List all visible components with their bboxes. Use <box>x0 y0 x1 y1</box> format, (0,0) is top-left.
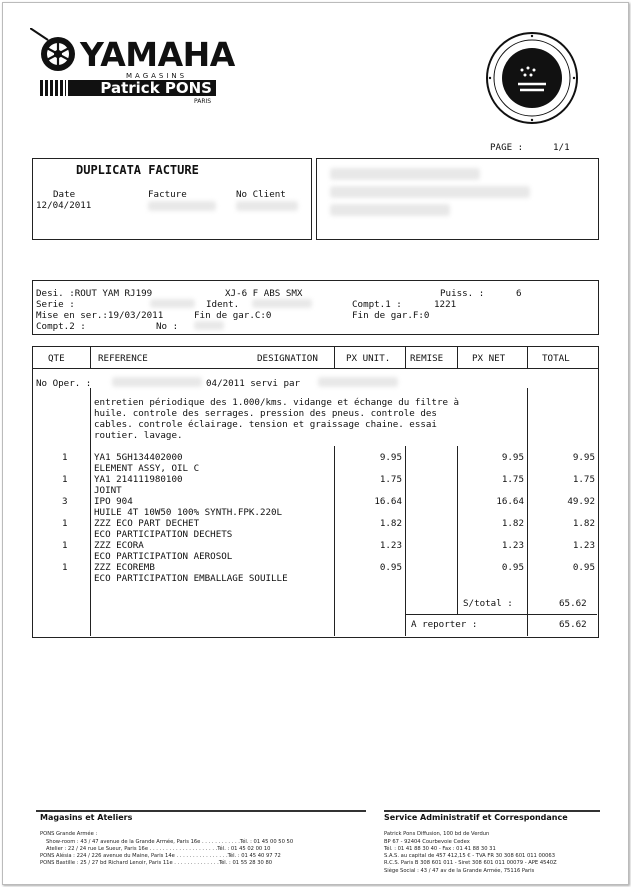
item-net-price: 9.95 <box>501 452 524 463</box>
item-total: 1.82 <box>572 518 595 529</box>
footer-right-line: BP 67 - 92404 Courbevoie Cedex <box>384 838 470 845</box>
item-total: 49.92 <box>567 496 595 507</box>
footer-right-line: Siège Social : 43 / 47 av de la Grande Armée, 75116 Paris <box>384 867 535 874</box>
facture-label: Facture <box>148 189 187 200</box>
col-sep-desig <box>334 346 335 369</box>
footer-left-line: PONS Grande Armée : <box>40 831 98 838</box>
table-header-rule <box>32 368 598 369</box>
col-header-desig: DESIGNATION <box>257 353 318 364</box>
puiss-label: Puiss. : <box>440 288 485 299</box>
compt1-value: 1221 <box>434 299 457 310</box>
brand-city: PARIS <box>194 98 212 105</box>
footer-left-line: Atelier : 22 / 24 rue Le Sueur, Paris 16e . . . . . . . . . . . . . . . . . . . . .Tél. : 01 45 02 00 10 <box>46 845 271 852</box>
col-sep-pxunit <box>405 346 406 369</box>
brand-name: YAMAHA <box>80 35 235 74</box>
vehicle-model: XJ-6 F ABS SMX <box>225 288 303 299</box>
compt1-label: Compt.1 : <box>352 299 402 310</box>
item-qte: 1 <box>62 474 68 485</box>
page-number: 1/1 <box>553 142 570 153</box>
yamaha-pons-logo <box>38 32 235 112</box>
col-header-total: TOTAL <box>542 353 570 364</box>
item-unit-price: 1.23 <box>379 540 402 551</box>
invoice-date: 12/04/2011 <box>36 200 92 211</box>
brand-magasins: MAGASINS <box>126 72 188 80</box>
report-value: 65.62 <box>559 619 587 630</box>
redacted-address-3 <box>330 204 450 216</box>
client-label: No Client <box>236 189 286 200</box>
item-reference: YA1 5GH134402000 <box>94 452 183 463</box>
col-header-qte: QTE <box>48 353 65 364</box>
stotal-value: 65.62 <box>559 598 587 609</box>
item-net-price: 1.23 <box>501 540 524 551</box>
redacted-serie <box>150 299 195 308</box>
item-total: 1.23 <box>572 540 595 551</box>
item-total: 9.95 <box>572 452 595 463</box>
item-reference: ZZZ ECO PART DECHET <box>94 518 200 529</box>
report-label: A reporter : <box>411 619 478 630</box>
item-designation: JOINT <box>94 485 122 496</box>
brand-pons: Patrick PONS <box>68 80 216 96</box>
item-qte: 1 <box>62 562 68 573</box>
puiss-value: 6 <box>516 288 522 299</box>
col-header-pxunit: PX UNIT. <box>346 353 391 364</box>
col-header-remise: REMISE <box>410 353 444 364</box>
item-net-price: 1.75 <box>501 474 524 485</box>
mise-en-service: Mise en ser.:19/03/2011 <box>36 310 164 321</box>
footer-left-lines <box>40 824 293 868</box>
desc-line-4: routier. lavage. <box>94 430 183 441</box>
invoice-title: DUPLICATA FACTURE <box>76 163 199 177</box>
col-sep-pxnet-body <box>527 388 528 636</box>
footer-left-line: PONS Bastille : 25 / 27 bd Richard Lenoir, Paris 11e . . . . . . . . . . . . . .Tél. : 01 55 28 30 80 <box>40 860 273 867</box>
item-net-price: 16.64 <box>496 496 524 507</box>
col-sep-qte-body <box>90 388 91 636</box>
page-label: PAGE : <box>490 142 524 153</box>
date-label: Date <box>53 189 76 200</box>
champion-seal <box>484 30 580 126</box>
desc-line-1: entretien périodique des 1.000/kms. vidange et échange du filtre à <box>94 397 460 408</box>
footer-left-line: Show-room : 43 / 47 avenue de la Grande Armée, Paris 16e . . . . . . . . . . . .Tél. : 01 45 00 50 50 <box>46 838 294 845</box>
item-total: 1.75 <box>572 474 595 485</box>
footer-rule-left <box>36 810 366 812</box>
seal-emblem-icon <box>484 30 580 126</box>
stotal-label: S/total : <box>463 598 513 609</box>
redacted-no <box>194 321 224 330</box>
item-unit-price: 16.64 <box>374 496 402 507</box>
item-total: 0.95 <box>572 562 595 573</box>
item-unit-price: 9.95 <box>379 452 402 463</box>
col-header-ref: REFERENCE <box>98 353 148 364</box>
redacted-client <box>236 201 298 211</box>
item-unit-price: 1.75 <box>379 474 402 485</box>
desc-line-2: huile. controle des serrages. pression des pneus. controle des <box>94 408 437 419</box>
redacted-ident <box>252 299 312 308</box>
footer-right-line: S.A.S. au capital de 457 412,15 € - TVA FR 30 308 601 011 00063 <box>384 853 555 860</box>
col-sep-qte <box>90 346 91 369</box>
footer-right-lines <box>384 824 557 875</box>
noop-text: 04/2011 servi par <box>206 378 301 389</box>
col-header-pxnet: PX NET <box>472 353 506 364</box>
footer-rule-right <box>384 810 600 812</box>
footer-right-line: Patrick Pons Diffusion, 100 bd de Verdun <box>384 831 490 838</box>
redacted-technician <box>318 377 398 387</box>
footer-right-line: Tél. : 01 41 88 30 40 - Fax : 01 41 88 30 31 <box>384 845 496 852</box>
redacted-address-2 <box>330 186 530 198</box>
logo-stripes <box>40 80 66 96</box>
fin-gar-c: Fin de gar.C:0 <box>194 310 272 321</box>
item-reference: ZZZ ECOREMB <box>94 562 155 573</box>
ident-label: Ident. <box>206 299 240 310</box>
item-net-price: 1.82 <box>501 518 524 529</box>
vehicle-desi: Desi. :ROUT YAM RJ199 <box>36 288 153 299</box>
redacted-facture <box>148 201 216 211</box>
col-sep-pxunit-body <box>405 446 406 636</box>
col-sep-desig-body <box>334 446 335 636</box>
item-unit-price: 1.82 <box>379 518 402 529</box>
item-qte: 1 <box>62 518 68 529</box>
item-qte: 1 <box>62 540 68 551</box>
item-designation: HUILE 4T 10W50 100% SYNTH.FPK.220L <box>94 507 283 518</box>
item-designation: ECO PARTICIPATION EMBALLAGE SOUILLE <box>94 573 288 584</box>
compt2-label: Compt.2 : <box>36 321 86 332</box>
col-sep-remise-body <box>457 446 458 614</box>
redacted-address-1 <box>330 168 480 180</box>
col-sep-remise <box>457 346 458 369</box>
item-reference: IPO 904 <box>94 496 133 507</box>
desc-line-3: cables. controle éclairage. tension et graissage chaine. essai <box>94 419 437 430</box>
stotal-rule <box>405 614 597 615</box>
serie-label: Serie : <box>36 299 75 310</box>
no-label: No : <box>156 321 179 332</box>
flag-stripe-icon <box>30 28 50 42</box>
col-sep-pxnet <box>527 346 528 369</box>
item-designation: ELEMENT ASSY, OIL C <box>94 463 200 474</box>
item-designation: ECO PARTICIPATION AEROSOL <box>94 551 233 562</box>
noop-label: No Oper. : <box>36 378 92 389</box>
footer-right-title: Service Administratif et Correspondance <box>384 813 568 822</box>
item-net-price: 0.95 <box>501 562 524 573</box>
footer-left-line: PONS Alésia : 224 / 226 avenue du Maine, Paris 14e . . . . . . . . . . . . . . . .Tél. : 01 45 40 97 72 <box>40 853 281 860</box>
item-qte: 1 <box>62 452 68 463</box>
fin-gar-f: Fin de gar.F:0 <box>352 310 430 321</box>
footer-left-title: Magasins et Ateliers <box>40 813 133 822</box>
footer-right-line: R.C.S. Paris B 308 601 011 - Siret 308 601 011 00079 - APE 4540Z <box>384 860 557 867</box>
item-reference: ZZZ ECORA <box>94 540 144 551</box>
item-unit-price: 0.95 <box>379 562 402 573</box>
item-reference: YA1 214111980100 <box>94 474 183 485</box>
item-qte: 3 <box>62 496 68 507</box>
redacted-noop <box>112 377 202 387</box>
item-designation: ECO PARTICIPATION DECHETS <box>94 529 233 540</box>
